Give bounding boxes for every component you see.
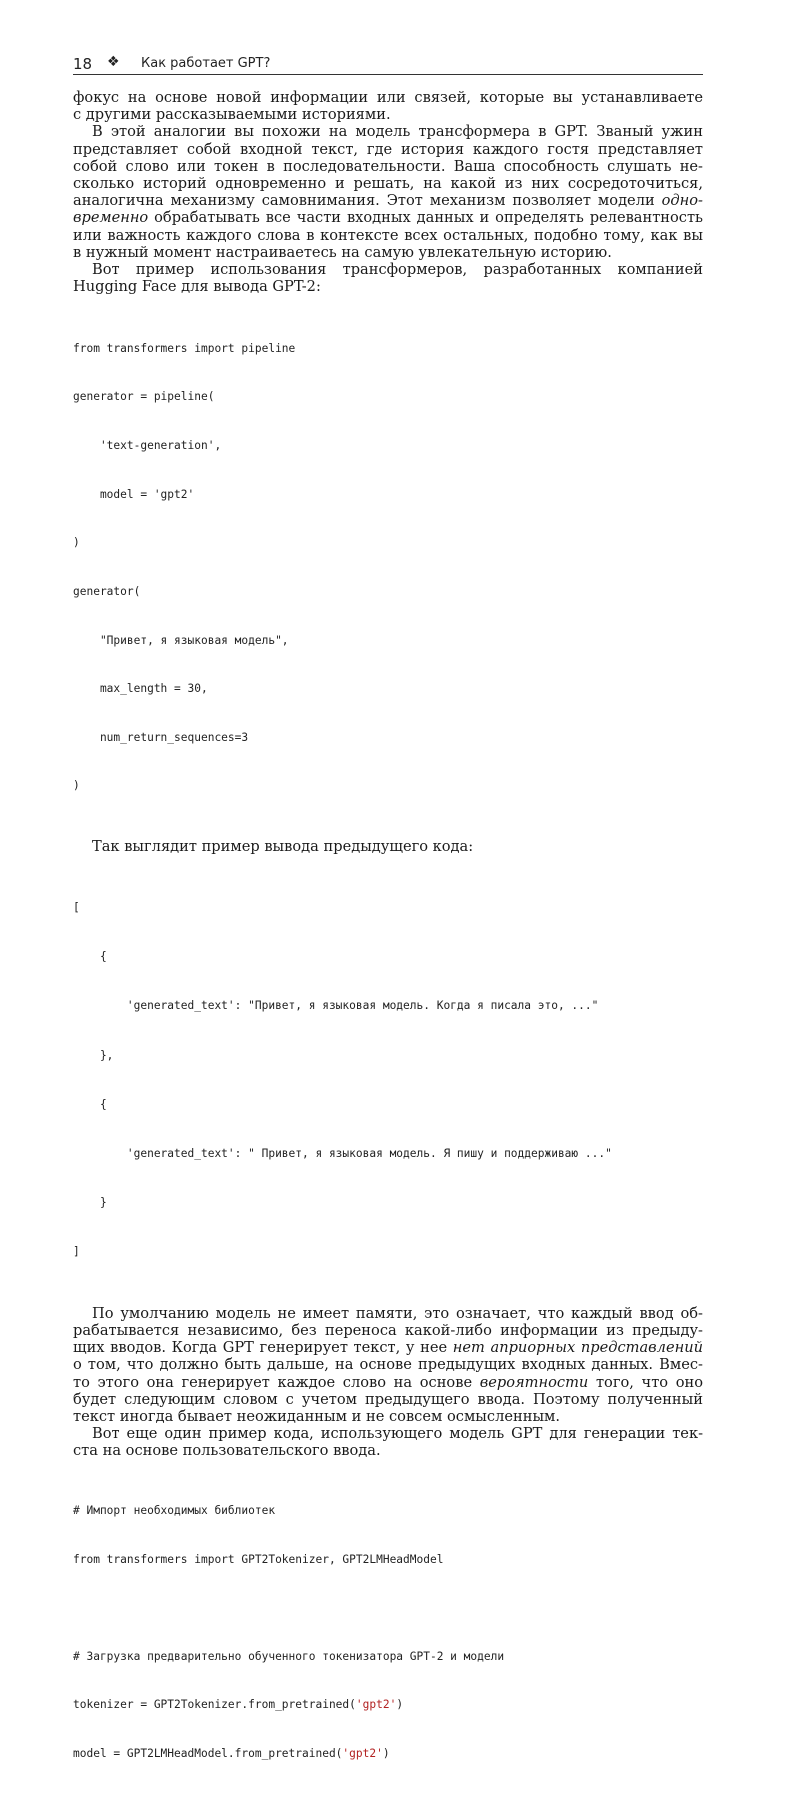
text-line	[73, 1374, 703, 1391]
text-line	[73, 192, 703, 209]
paragraph-4	[73, 838, 703, 855]
code-line: from transformers import GPT2Tokenizer, GPT2LMHeadModel	[73, 1552, 444, 1566]
code-line: generator(	[73, 584, 141, 598]
code-block-pipeline	[73, 308, 703, 827]
code-line: ]	[73, 1245, 80, 1259]
code-line: num_return_sequences=3	[73, 730, 249, 744]
blank-line	[73, 1600, 703, 1616]
text-line: сколько историй одновременно и решать, на какой из них сосредоточиться,	[73, 175, 703, 193]
text-line	[73, 1339, 703, 1356]
code-run: )	[396, 1698, 404, 1712]
code-line: 'text-generation',	[73, 439, 222, 453]
emphasis-text: вероятности	[479, 1373, 589, 1391]
code-line: )	[73, 779, 80, 793]
header-rule	[73, 74, 703, 75]
code-line: generator = pipeline(	[73, 390, 215, 404]
paragraph-6	[73, 1425, 703, 1459]
code-line: {	[73, 1097, 107, 1111]
text-line: в нужный момент настраиваетесь на самую увлекательную историю.	[73, 243, 612, 261]
code-run: tokenizer = GPT2Tokenizer.from_pretrained(	[73, 1698, 356, 1712]
page-number: 18	[73, 55, 93, 73]
text-run: обрабатывать все части входных данных и определять релевантность	[148, 209, 703, 227]
paragraph-1	[73, 89, 703, 123]
text-line: фокус на основе новой информации или связей, которые вы устанавливаете	[73, 89, 703, 106]
text-run: аналогична механизму самовнимания. Этот механизм позволяет модели	[73, 192, 662, 210]
text-line: Hugging Face для вывода GPT-2:	[73, 278, 321, 296]
code-line: },	[73, 1048, 114, 1062]
text-line: В этой аналогии вы похожи на модель трансформера в GPT. Званый ужин	[92, 123, 703, 141]
emphasis-text: нет априорных представлений	[452, 1339, 703, 1357]
code-line: "Привет, я языковая модель",	[73, 633, 289, 647]
text-run: того, что оно	[588, 1373, 703, 1391]
running-title: Как работает GPT?	[141, 56, 271, 71]
emphasis-text: одно-	[661, 192, 703, 210]
code-line: 'generated_text': "Привет, я языковая модель. Когда я писала это, ..."	[73, 999, 599, 1013]
page-body	[73, 89, 703, 1795]
running-header	[73, 52, 703, 74]
text-line: с другими рассказываемыми историями.	[73, 106, 391, 124]
text-line: Вот пример использования трансформеров, разработанных компанией	[92, 261, 703, 279]
text-line: Вот еще один пример кода, использующего модель GPT для генерации тек-	[92, 1425, 703, 1443]
paragraph-5	[73, 1305, 703, 1425]
text-line: о том, что должно быть дальше, на основе предыдущих входных данных. Вмес-	[73, 1356, 703, 1374]
text-line: будет следующим словом с учетом предыдущего ввода. Поэтому полученный	[73, 1390, 703, 1408]
string-literal: 'gpt2'	[342, 1746, 383, 1760]
code-line: max_length = 30,	[73, 682, 208, 696]
text-line: собой слово или токен в последовательности. Ваша способность слушать не-	[73, 157, 703, 175]
text-line: рабатывается независимо, без переноса какой-либо информации из предыду-	[73, 1321, 703, 1339]
paragraph-3	[73, 261, 703, 295]
code-line	[73, 1697, 703, 1713]
text-line	[73, 209, 703, 226]
code-block-tokenizer	[73, 1471, 703, 1795]
string-literal: 'gpt2'	[355, 1698, 397, 1712]
code-run: model = GPT2LMHeadModel.from_pretrained(	[73, 1746, 343, 1760]
code-run: )	[382, 1746, 390, 1760]
text-line: текст иногда бывает неожиданным и не совсем осмысленным.	[73, 1407, 561, 1425]
code-line: from transformers import pipeline	[73, 341, 296, 355]
code-line: )	[73, 536, 80, 550]
paragraph-2	[73, 123, 703, 261]
text-line: Так выглядит пример вывода предыдущего кода:	[92, 837, 474, 855]
text-line: По умолчанию модель не имеет памяти, это означает, что каждый ввод об-	[92, 1304, 703, 1322]
code-comment: # Загрузка предварительно обученного токенизатора GPT-2 и модели	[73, 1649, 505, 1663]
code-line: [	[73, 900, 80, 914]
code-comment: # Импорт необходимых библиотек	[73, 1503, 276, 1517]
code-line: model = 'gpt2'	[73, 487, 195, 501]
ornament-icon: ❖	[107, 54, 120, 70]
text-line: или важность каждого слова в контексте всех остальных, подобно тому, как вы	[73, 226, 703, 244]
code-block-output	[73, 867, 703, 1294]
code-line	[73, 1746, 703, 1762]
code-line: }	[73, 1196, 107, 1210]
text-run: щих вводов. Когда GPT генерирует текст, у нее	[73, 1339, 453, 1357]
emphasis-text: временно	[73, 209, 149, 227]
code-line: 'generated_text': " Привет, я языковая модель. Я пишу и поддерживаю ..."	[73, 1147, 612, 1161]
code-line: {	[73, 950, 107, 964]
text-line: ста на основе пользовательского ввода.	[73, 1442, 381, 1460]
text-run: то этого она генерирует каждое слово на основе	[73, 1373, 480, 1391]
text-line: представляет собой входной текст, где история каждого гостя представляет	[73, 140, 703, 158]
